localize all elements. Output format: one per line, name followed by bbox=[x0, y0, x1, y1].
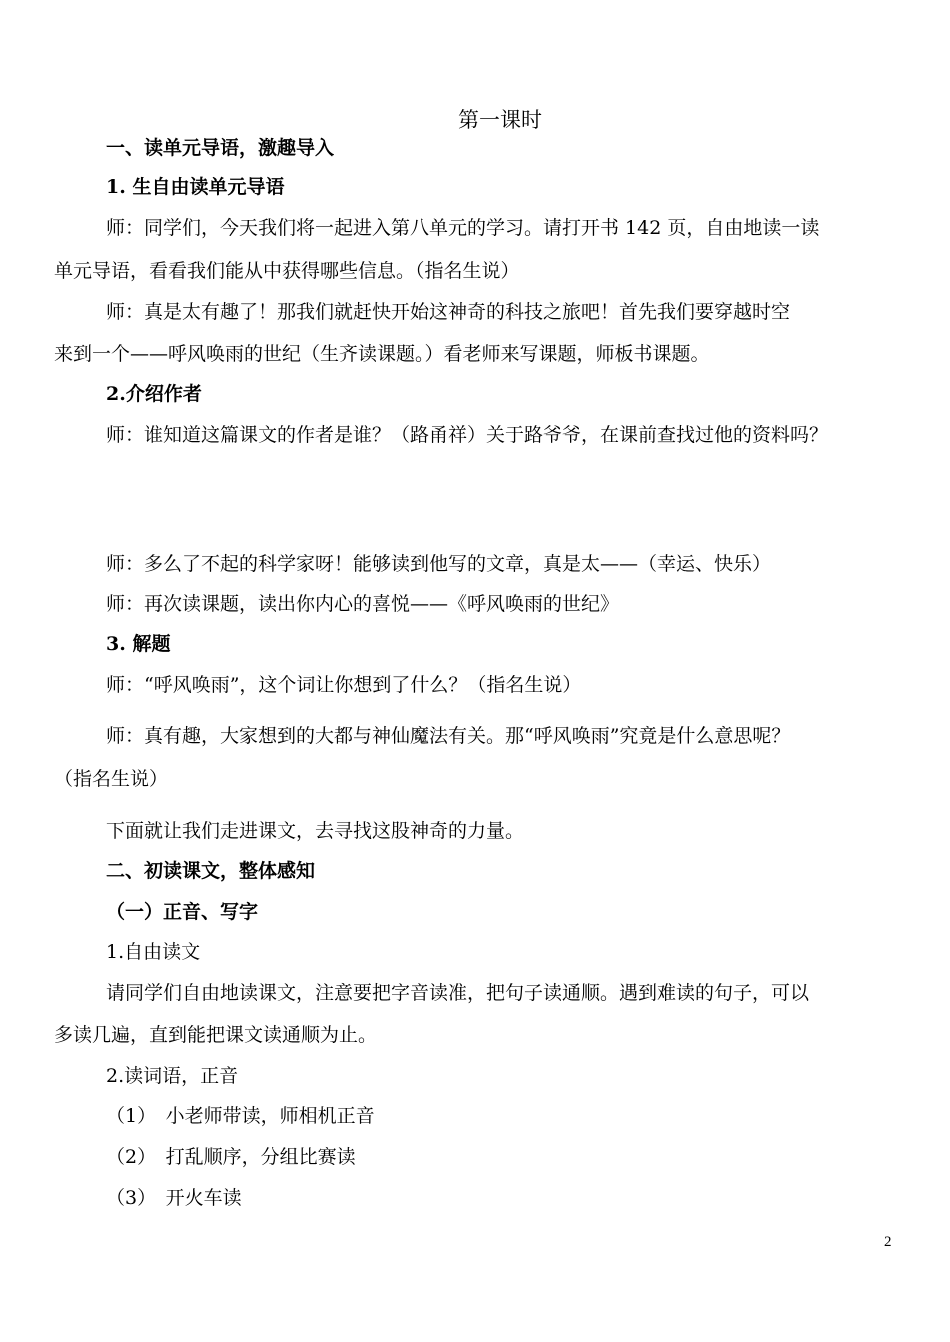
list-item: 2.读词语，正音 bbox=[106, 1065, 239, 1087]
paragraph-line: 下面就让我们走进课文，去寻找这股神奇的力量。 bbox=[106, 820, 525, 842]
paragraph-line: 请同学们自由地读课文，注意要把字音读准，把句子读通顺。遇到难读的句子，可以 bbox=[106, 982, 810, 1004]
paragraph-line: 师：真是太有趣了！那我们就赶快开始这神奇的科技之旅吧！首先我们要穿越时空 bbox=[106, 301, 791, 323]
list-item: （2） 打乱顺序，分组比赛读 bbox=[106, 1146, 356, 1168]
paragraph-line: 师：同学们，今天我们将一起进入第八单元的学习。请打开书 142 页，自由地读一读 bbox=[106, 217, 820, 239]
paragraph-line: 师：多么了不起的科学家呀！能够读到他写的文章，真是太——（幸运、快乐） bbox=[106, 553, 772, 575]
paragraph-line: 来到一个——呼风唤雨的世纪（生齐读课题。）看老师来写课题，师板书课题。 bbox=[54, 343, 710, 365]
subheading-3: 3. 解题 bbox=[106, 633, 171, 655]
subheading-4: （一）正音、写字 bbox=[106, 901, 259, 923]
paragraph-line: 师：谁知道这篇课文的作者是谁？（路甬祥）关于路爷爷，在课前查找过他的资料吗？ bbox=[106, 424, 829, 446]
list-item: （1） 小老师带读，师相机正音 bbox=[106, 1105, 375, 1127]
list-item: （3） 开火车读 bbox=[106, 1187, 242, 1209]
paragraph-line: 单元导语，看看我们能从中获得哪些信息。（指名生说） bbox=[54, 260, 520, 282]
paragraph-line: 多读几遍，直到能把课文读通顺为止。 bbox=[54, 1024, 378, 1046]
paragraph-line: 师：真有趣，大家想到的大都与神仙魔法有关。那“呼风唤雨”究竟是什么意思呢？ bbox=[106, 725, 791, 747]
page-number: 2 bbox=[884, 1234, 892, 1250]
list-item: 1.自由读文 bbox=[106, 941, 201, 963]
subheading-1: 1. 生自由读单元导语 bbox=[106, 176, 285, 198]
page-title: 第一课时 bbox=[458, 108, 542, 132]
paragraph-line: 师：“呼风唤雨”，这个词让你想到了什么？（指名生说） bbox=[106, 674, 582, 696]
paragraph-line: （指名生说） bbox=[54, 768, 169, 790]
paragraph-line: 师：再次读课题，读出你内心的喜悦——《呼风唤雨的世纪》 bbox=[106, 593, 620, 615]
subheading-2: 2.介绍作者 bbox=[106, 383, 202, 405]
section-heading-1: 一、读单元导语，激趣导入 bbox=[106, 137, 335, 159]
section-heading-2: 二、初读课文，整体感知 bbox=[106, 860, 316, 882]
